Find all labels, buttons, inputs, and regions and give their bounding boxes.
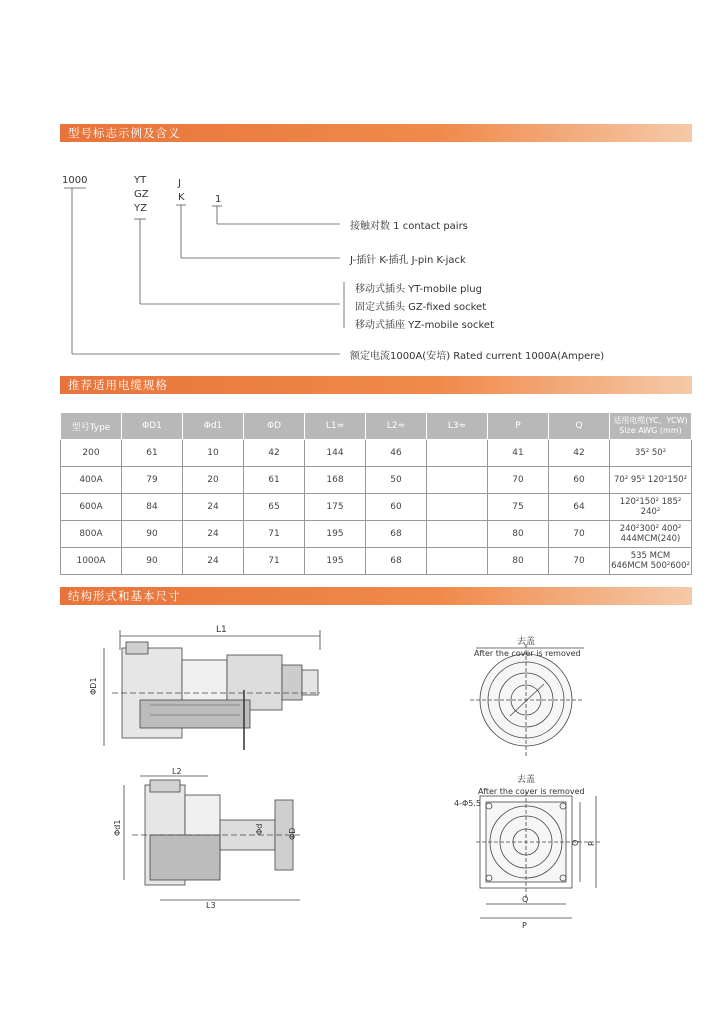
- code-yt: YT: [134, 175, 147, 186]
- th-l3: L3≈: [427, 413, 488, 440]
- table-cell: 35² 50²: [610, 440, 692, 467]
- table-cell: 144: [305, 440, 366, 467]
- th-l1: L1≈: [305, 413, 366, 440]
- table-cell: 24: [183, 548, 244, 575]
- table-cell: 84: [122, 494, 183, 521]
- hole-label: 4-Φ5.5: [454, 799, 481, 808]
- desc-current: 额定电流1000A(安培) Rated current 1000A(Ampere): [350, 351, 605, 362]
- desc-contacts: 接触对数 1 contact pairs: [350, 221, 468, 232]
- table-cell: 61: [244, 467, 305, 494]
- section-title-structure: 结构形式和基本尺寸: [68, 589, 181, 603]
- table-cell: 68: [366, 521, 427, 548]
- table-cell: 68: [366, 548, 427, 575]
- label-d1-small: Φd1: [113, 819, 122, 836]
- front-view-socket: [476, 792, 600, 918]
- table-cell: 75: [488, 494, 549, 521]
- label-p-side: P: [587, 841, 596, 846]
- code-yz: YZ: [134, 203, 147, 214]
- socket-side-view: [124, 776, 300, 900]
- table-cell: 70: [549, 548, 610, 575]
- table-cell: 64: [549, 494, 610, 521]
- th-type: 型号Type: [61, 413, 122, 440]
- table-cell: 60: [549, 467, 610, 494]
- label-l1: L1: [216, 625, 227, 635]
- th-d1-small: Φd1: [183, 413, 244, 440]
- table-cell: 70² 95² 120²150²: [610, 467, 692, 494]
- table-cell: 200: [61, 440, 122, 467]
- label-q-bottom: Q: [522, 895, 529, 904]
- table-cell: 79: [122, 467, 183, 494]
- label-d1-big: ΦD1: [89, 677, 98, 695]
- label-d: ΦD: [288, 827, 297, 840]
- table-cell: 1000A: [61, 548, 122, 575]
- table-cell: 800A: [61, 521, 122, 548]
- table-cell: 90: [122, 521, 183, 548]
- code-contacts: 1: [215, 194, 222, 205]
- plug-side-view: [104, 630, 320, 750]
- label-l3: L3: [206, 901, 216, 910]
- table-cell: 168: [305, 467, 366, 494]
- label-p-bottom: P: [522, 921, 527, 930]
- cover-title-2: 去盖: [517, 775, 536, 785]
- table-cell: 600A: [61, 494, 122, 521]
- desc-yt: 移动式插头 YT-mobile plug: [355, 284, 482, 295]
- th-awg: 适用电缆(YC、YCW) Size AWG (mm): [610, 413, 692, 440]
- code-j: J: [178, 178, 181, 189]
- label-l2: L2: [172, 767, 182, 776]
- table-cell: 175: [305, 494, 366, 521]
- table-cell: 90: [122, 548, 183, 575]
- desc-gz: 固定式插头 GZ-fixed socket: [355, 302, 487, 313]
- table-cell: 195: [305, 521, 366, 548]
- th-p: P: [488, 413, 549, 440]
- desc-pin: J-插针 K-插孔 J-pin K-jack: [350, 255, 466, 266]
- table-cell: 400A: [61, 467, 122, 494]
- table-cell: 70: [549, 521, 610, 548]
- label-d-small: Φd: [255, 823, 264, 835]
- code-k: K: [178, 192, 185, 203]
- table-cell: 46: [366, 440, 427, 467]
- table-cell: 120²150² 185² 240²: [610, 494, 692, 521]
- cover-title-1: 去盖: [517, 637, 536, 647]
- cover-sub-1: After the cover is removed: [474, 649, 581, 658]
- table-cell: 535 MCM 646MCM 500²600²: [610, 548, 692, 575]
- table-cell: 10: [183, 440, 244, 467]
- table-cell: 71: [244, 521, 305, 548]
- table-cell: 24: [183, 494, 244, 521]
- code-current: 1000: [62, 175, 88, 186]
- desc-yz: 移动式插座 YZ-mobile socket: [355, 320, 494, 331]
- th-d1-big: ΦD1: [122, 413, 183, 440]
- section-title-cable: 推荐适用电缆规格: [68, 378, 168, 392]
- th-l2: L2≈: [366, 413, 427, 440]
- label-q-side: Q: [571, 839, 580, 846]
- table-cell: 195: [305, 548, 366, 575]
- table-cell: 71: [244, 548, 305, 575]
- front-view-plug: [470, 644, 584, 756]
- table-cell: 42: [549, 440, 610, 467]
- table-cell: 70: [488, 467, 549, 494]
- table-cell: 24: [183, 521, 244, 548]
- code-gz: GZ: [134, 189, 149, 200]
- section-title-model: 型号标志示例及含义: [68, 126, 181, 140]
- table-cell: 65: [244, 494, 305, 521]
- table-cell: 61: [122, 440, 183, 467]
- table-cell: 20: [183, 467, 244, 494]
- table-cell: 50: [366, 467, 427, 494]
- table-cell: 80: [488, 521, 549, 548]
- th-d: ΦD: [244, 413, 305, 440]
- table-cell: 41: [488, 440, 549, 467]
- table-cell: 240²300² 400² 444MCM(240): [610, 521, 692, 548]
- cover-sub-2: After the cover is removed: [478, 787, 585, 796]
- table-cell: 60: [366, 494, 427, 521]
- th-q: Q: [549, 413, 610, 440]
- table-cell: 42: [244, 440, 305, 467]
- table-cell: 80: [488, 548, 549, 575]
